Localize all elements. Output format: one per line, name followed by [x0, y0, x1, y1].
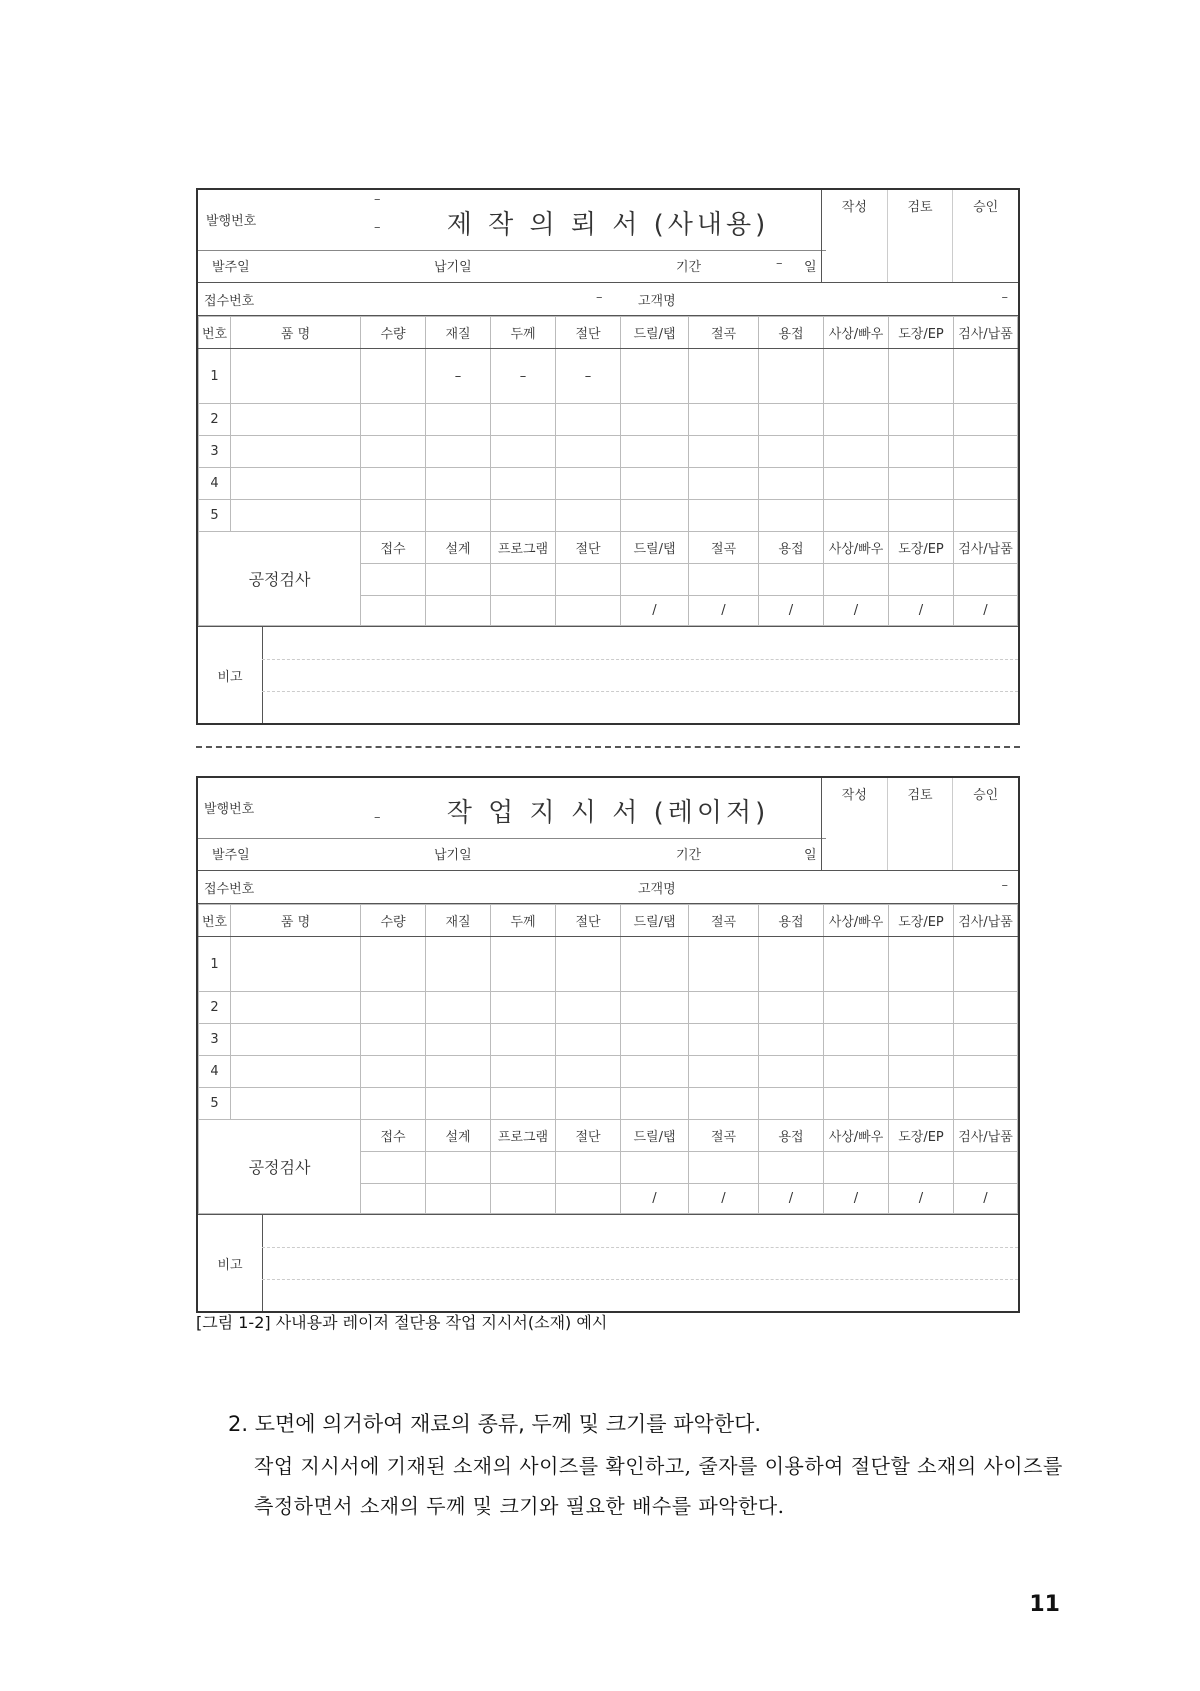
table-row: 1 [199, 937, 1018, 992]
col-material: 재질 [426, 905, 491, 937]
period-label: 기간 [676, 848, 702, 863]
cut-line [196, 746, 1020, 748]
customer-label: 고객명 [638, 882, 676, 897]
due-date-label: 납기일 [434, 848, 472, 863]
issue-dash: – [374, 192, 381, 207]
form-header [198, 778, 1018, 871]
receipt-dash: – [596, 290, 603, 305]
col-thickness: 두께 [491, 905, 556, 937]
figure-caption: [그림 1-2] 사내용과 레이저 절단용 작업 지시서(소재) 예시 [196, 1313, 608, 1332]
customer-dash: – [1001, 878, 1008, 893]
period-label: 기간 [676, 260, 702, 275]
table-row: 2 [199, 992, 1018, 1024]
page-number: 11 [1029, 1592, 1060, 1617]
form-header [198, 190, 1018, 283]
approval-review: 검토 [887, 190, 953, 282]
due-date-label: 납기일 [434, 260, 472, 275]
col-material: 재질 [426, 317, 491, 349]
col-item-name: 품 명 [231, 317, 361, 349]
period-dash: – [776, 256, 783, 271]
col-inspection: 검사/납품 [954, 905, 1018, 937]
customer-label: 고객명 [638, 294, 676, 309]
process-label: 공정검사 [199, 1120, 361, 1214]
col-item-name: 품 명 [231, 905, 361, 937]
col-qty: 수량 [361, 317, 426, 349]
form-title: 제 작 의 뢰 서 (사내용) [446, 210, 770, 240]
note-label: 비고 [198, 1215, 263, 1311]
table-row: 2 [199, 404, 1018, 436]
receipt-row [198, 283, 1018, 316]
items-table [198, 316, 1018, 626]
table-row: 3 [199, 436, 1018, 468]
table-row: 4 [199, 1056, 1018, 1088]
col-bending: 절곡 [689, 317, 759, 349]
table-row: 5 [199, 1088, 1018, 1120]
col-no: 번호 [199, 317, 231, 349]
form-title: 작 업 지 시 서 (레이저) [446, 798, 770, 828]
process-slash-row: / / / / / / [199, 1184, 1018, 1214]
table-row: 1 – – – [199, 349, 1018, 404]
col-drill-tap: 드릴/탭 [621, 905, 689, 937]
col-finishing: 사상/빠우 [824, 905, 889, 937]
col-thickness: 두께 [491, 317, 556, 349]
col-painting: 도장/EP [889, 905, 954, 937]
receipt-no-label: 접수번호 [204, 882, 255, 897]
approval-approve: 승인 [952, 190, 1018, 282]
col-cutting: 절단 [556, 317, 621, 349]
work-order-form-laser [196, 776, 1020, 1313]
table-row: 3 [199, 1024, 1018, 1056]
approval-write: 작성 [841, 200, 867, 215]
note-label: 비고 [198, 627, 263, 723]
col-painting: 도장/EP [889, 317, 954, 349]
col-bending: 절곡 [689, 905, 759, 937]
process-slash-row: / / / / / / [199, 596, 1018, 626]
col-welding: 용접 [759, 905, 824, 937]
approval-review: 검토 [887, 778, 953, 870]
period-day: 일 [804, 848, 817, 863]
items-table [198, 904, 1018, 1214]
process-label: 공정검사 [199, 532, 361, 626]
col-finishing: 사상/빠우 [824, 317, 889, 349]
period-day: 일 [804, 260, 817, 275]
customer-dash: – [1001, 290, 1008, 305]
receipt-no-label: 접수번호 [204, 294, 255, 309]
approval-box [821, 190, 1018, 282]
col-drill-tap: 드릴/탭 [621, 317, 689, 349]
order-date-label: 발주일 [212, 260, 250, 275]
work-request-form-internal [196, 188, 1020, 725]
approval-approve: 승인 [952, 778, 1018, 870]
issue-dash: – [374, 810, 381, 825]
col-no: 번호 [199, 905, 231, 937]
receipt-row [198, 871, 1018, 904]
issue-no-label: 발행번호 [206, 214, 257, 229]
note-area [198, 1214, 1018, 1311]
table-row: 5 [199, 500, 1018, 532]
items-header-row [199, 317, 1018, 349]
items-header-row [199, 905, 1018, 937]
process-header-row: 공정검사 접수 설계 프로그램 절단 드릴/탭 절곡 용접 사상/빠우 도장/EP 검사/납품 [199, 532, 1018, 564]
approval-box [821, 778, 1018, 870]
col-qty: 수량 [361, 905, 426, 937]
issue-dash-2: – [374, 220, 381, 235]
table-row: 4 [199, 468, 1018, 500]
issue-no-label: 발행번호 [204, 802, 255, 817]
col-cutting: 절단 [556, 905, 621, 937]
order-date-label: 발주일 [212, 848, 250, 863]
paragraph-line-2: 측정하면서 소재의 두께 및 크기와 필요한 배수를 파악한다. [254, 1494, 785, 1518]
col-inspection: 검사/납품 [954, 317, 1018, 349]
note-area [198, 626, 1018, 723]
approval-write: 작성 [841, 788, 867, 803]
section-heading: 2. 도면에 의거하여 재료의 종류, 두께 및 크기를 파악한다. [228, 1412, 762, 1436]
process-header-row: 공정검사 접수 설계 프로그램 절단 드릴/탭 절곡 용접 사상/빠우 도장/EP 검사/납품 [199, 1120, 1018, 1152]
col-welding: 용접 [759, 317, 824, 349]
paragraph-line-1: 작업 지시서에 기재된 소재의 사이즈를 확인하고, 줄자를 이용하여 절단할 소재의 사이즈를 [254, 1454, 1063, 1478]
